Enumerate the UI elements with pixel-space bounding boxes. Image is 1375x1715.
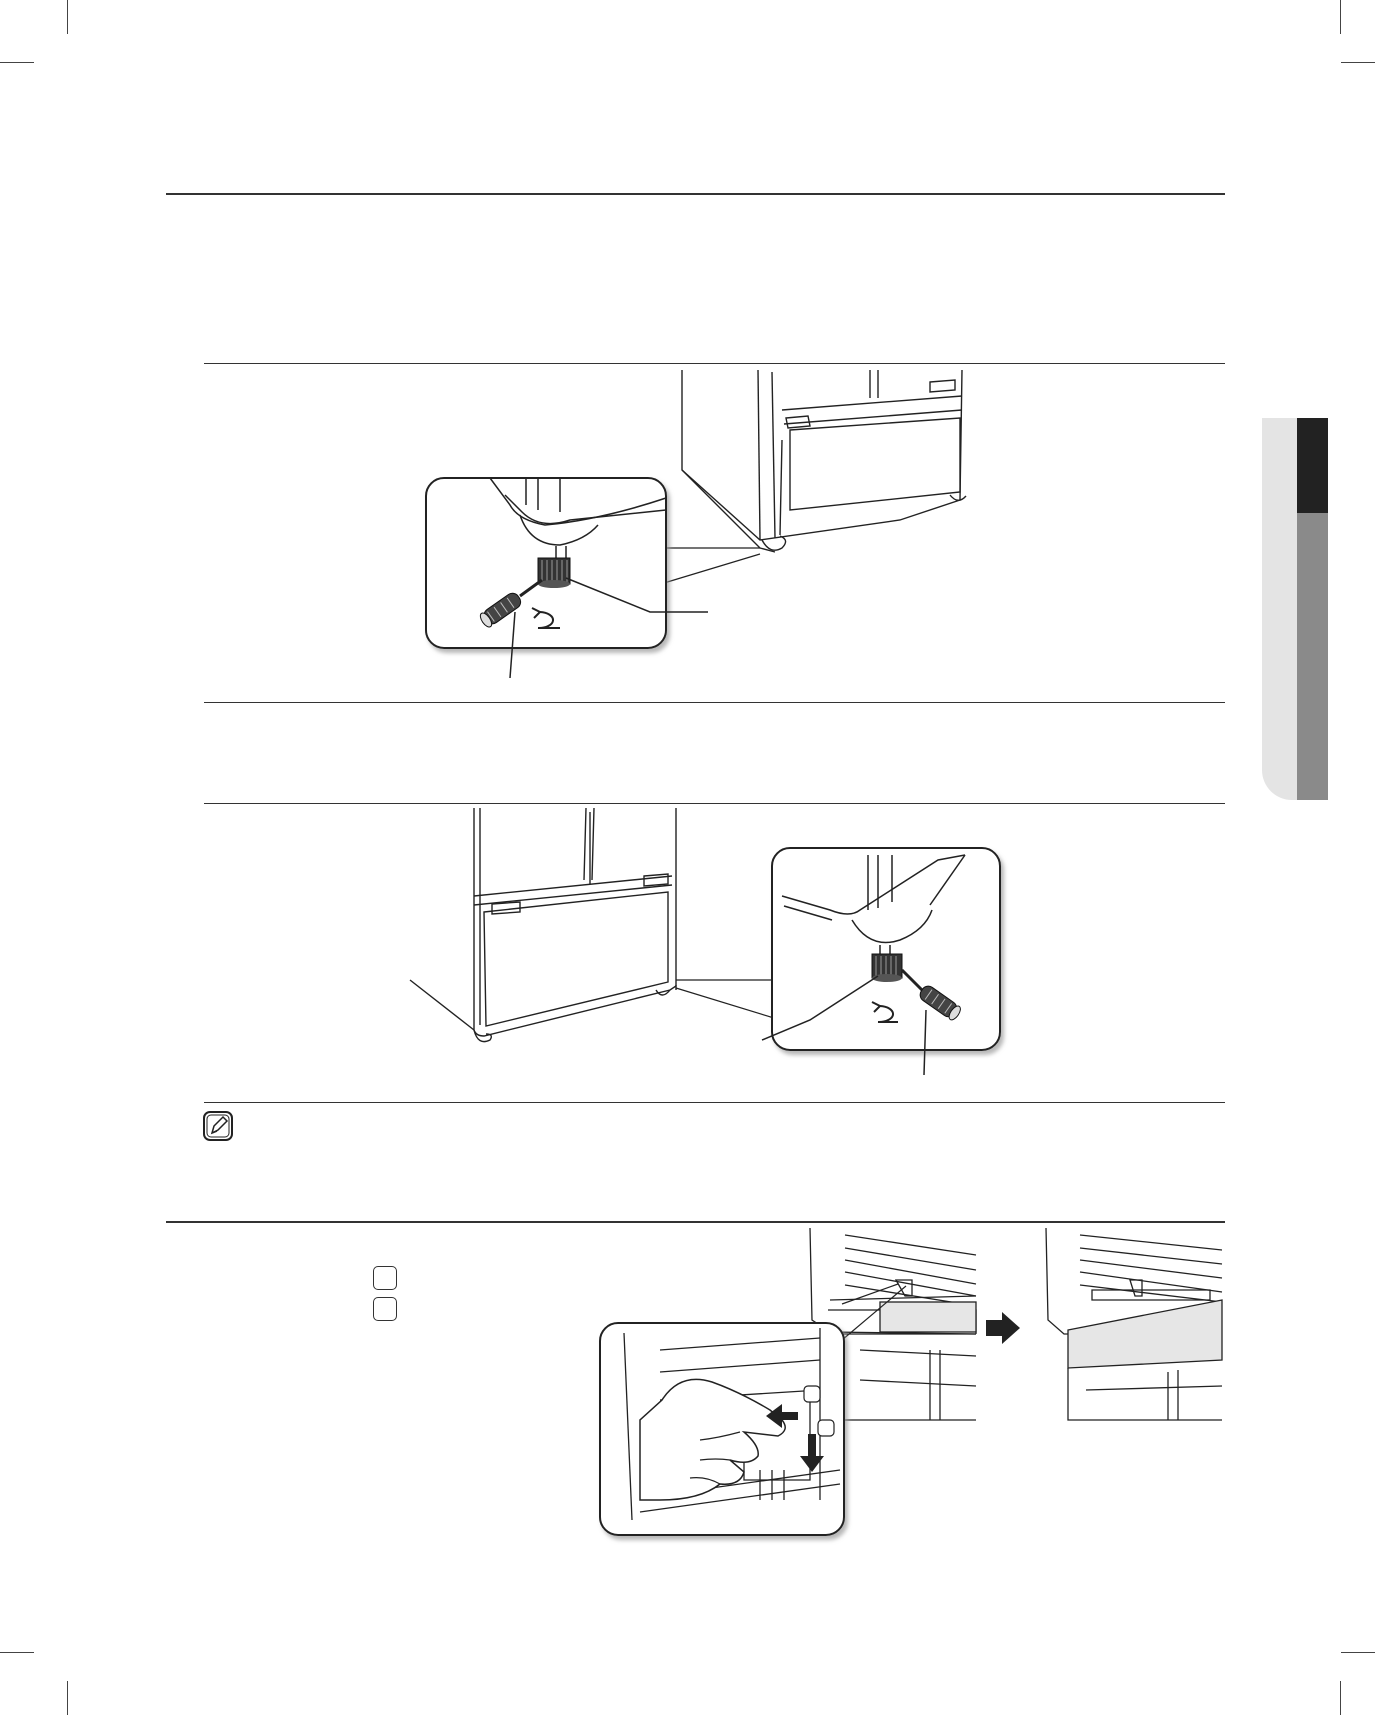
step-marker-b (818, 1420, 834, 1436)
next-step-arrow-icon (986, 1312, 1020, 1344)
step-marker-a (804, 1386, 820, 1402)
shelf-panel-after (1046, 1228, 1222, 1420)
